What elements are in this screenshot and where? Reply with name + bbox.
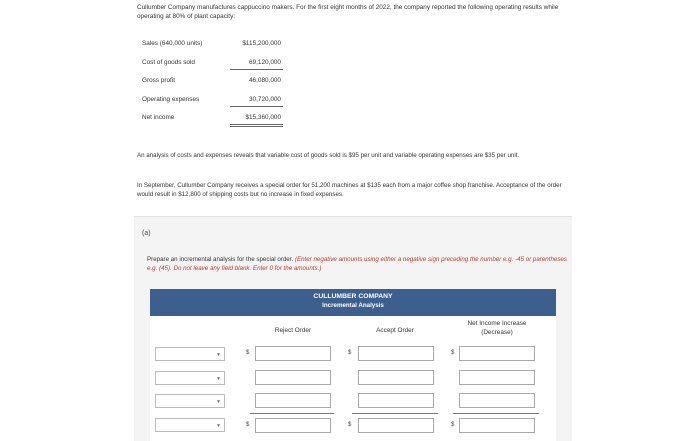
analysis-text: An analysis of costs and expenses reveals that variable cost of goods sold is $95 per unit and variable operating expenses are $35 per unit.: [137, 152, 520, 159]
reject-amount-input[interactable]: [255, 370, 331, 385]
financial-statement: [142, 40, 292, 133]
currency-symbol: $: [348, 422, 352, 428]
currency-symbol: $: [246, 350, 250, 356]
table-subtitle: Incremental Analysis: [322, 302, 384, 309]
fin-label: Gross profit: [142, 77, 176, 84]
fin-row-cogs: [142, 59, 292, 78]
table-header: [150, 289, 556, 316]
fin-value: $115,200,000: [242, 40, 281, 47]
net-amount-input[interactable]: [459, 346, 535, 361]
fin-label: Cost of goods sold: [142, 58, 195, 66]
reject-amount-input[interactable]: [255, 393, 331, 408]
subtotal-line: [250, 413, 334, 414]
col-header-reject: Reject Order: [274, 327, 312, 334]
fin-value: $15,360,000: [245, 114, 281, 121]
underline: [230, 69, 283, 70]
chevron-down-icon: ▼: [216, 352, 221, 358]
item-dropdown[interactable]: [155, 418, 225, 432]
special-order-text: In September, Cullumber Company receives a special order for 51,200 machines at $135 each from a major coffee shop franchise. Acceptance of the order would result in $12,800 of shipping costs but no increase in fixed expenses.: [137, 182, 562, 198]
double-underline-bottom: [230, 126, 283, 127]
double-underline-top: [230, 124, 283, 125]
instruction-note: (Enter negative amounts using either a negative sign preceding the number e.g. -45 or parentheses e.g. (45). Do not leave any field blank. Enter 0 for the amounts.): [147, 256, 567, 272]
incremental-analysis-table: [150, 289, 556, 441]
underline: [230, 106, 283, 107]
fin-row-sales: [142, 40, 292, 59]
item-dropdown[interactable]: [155, 394, 225, 408]
currency-symbol: $: [246, 422, 250, 428]
accept-amount-input[interactable]: [358, 346, 434, 361]
reject-amount-input[interactable]: [255, 346, 331, 361]
net-total-input[interactable]: [459, 418, 535, 433]
instructions: [147, 255, 567, 273]
fin-value: 30,720,000: [249, 95, 281, 103]
answer-panel: [134, 216, 572, 441]
accept-amount-input[interactable]: [358, 370, 434, 385]
subtotal-line: [453, 413, 539, 414]
col-header-accept: Accept Order: [376, 327, 414, 334]
col-header-net: Net Income Increase (Decrease): [467, 320, 527, 336]
fin-label: Net income: [142, 114, 175, 121]
part-label: (a): [142, 230, 151, 237]
problem-intro: Cullumber Company manufactures cappuccino makers. For the first eight months of 2022, the company reported the following operating results while operating at 80% of plant capacity:: [137, 4, 559, 20]
fin-row-gross-profit: [142, 77, 292, 96]
net-amount-input[interactable]: [459, 393, 535, 408]
fin-value: 46,080,000: [249, 77, 281, 84]
accept-amount-input[interactable]: [358, 393, 434, 408]
net-amount-input[interactable]: [459, 370, 535, 385]
fin-row-net-income: [142, 114, 292, 133]
currency-symbol: $: [451, 350, 455, 356]
problem-page: [134, 0, 572, 440]
item-dropdown[interactable]: [155, 347, 225, 361]
accept-total-input[interactable]: [358, 418, 434, 433]
chevron-down-icon: ▼: [216, 399, 221, 405]
chevron-down-icon: ▼: [216, 423, 221, 429]
reject-total-input[interactable]: [255, 418, 331, 433]
fin-label: Operating expenses: [142, 95, 200, 103]
fin-value: 69,120,000: [249, 58, 281, 66]
fin-label: Sales (640,000 units): [142, 40, 203, 47]
subtotal-line: [352, 413, 438, 414]
instruction-text: Prepare an incremental analysis for the special order.: [147, 256, 295, 263]
fin-row-operating-expenses: [142, 96, 292, 115]
item-dropdown[interactable]: [155, 371, 225, 385]
chevron-down-icon: ▼: [216, 376, 221, 382]
company-name: CULLUMBER COMPANY: [313, 293, 393, 300]
currency-symbol: $: [451, 422, 455, 428]
currency-symbol: $: [348, 350, 352, 356]
